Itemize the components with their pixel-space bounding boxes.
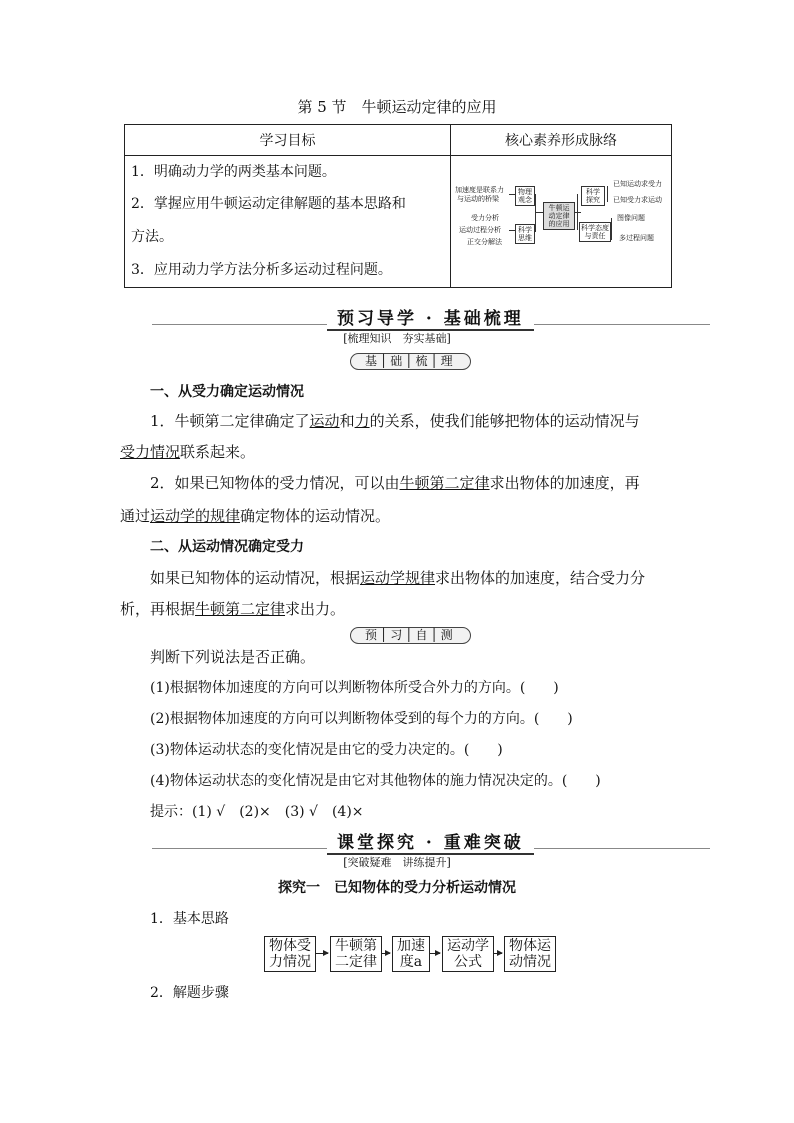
subsection-pill: 基│础│梳│理 bbox=[350, 353, 471, 370]
paragraph: 析，再根据牛顿第二定律求出力。 bbox=[120, 600, 346, 618]
judge-item: (2)根据物体加速度的方向可以判断物体受到的每个力的方向。( ) bbox=[150, 711, 573, 727]
map-connector bbox=[509, 194, 515, 195]
judge-item: (4)物体运动状态的变化情况是由它对其他物体的施力情况决定的。( ) bbox=[150, 773, 601, 789]
goals-list bbox=[125, 156, 451, 288]
paragraph: 通过运动学的规律确定物体的运动情况。 bbox=[120, 507, 391, 525]
goal-item: 2．掌握应用牛顿运动定律解题的基本思路和 bbox=[131, 196, 406, 212]
heading: 一、从受力确定运动情况 bbox=[150, 384, 304, 400]
map-connector bbox=[575, 212, 581, 213]
map-label: 运动过程分析 bbox=[459, 226, 501, 234]
paragraph: 2．如果已知物体的受力情况，可以由牛顿第二定律求出物体的加速度，再 bbox=[150, 474, 640, 492]
heading: 二、从运动情况确定受力 bbox=[150, 539, 304, 555]
flow-arrow bbox=[494, 953, 502, 954]
map-label: 已知受力求运动 bbox=[613, 196, 662, 204]
map-header: 核心素养形成脉络 bbox=[451, 125, 672, 156]
map-node: 科学态度 与责任 bbox=[581, 224, 609, 240]
goal-item: 3．应用动力学方法分析多运动过程问题。 bbox=[131, 262, 392, 278]
map-node: 物理 观念 bbox=[515, 186, 535, 206]
map-connector bbox=[607, 186, 608, 202]
subsection-pill: 预│习│自│测 bbox=[350, 627, 471, 644]
flow-arrow bbox=[316, 953, 328, 954]
hint: 提示：(1) √ (2)× (3) √ (4)× bbox=[150, 804, 364, 820]
page-title: 第 5 节 牛顿运动定律的应用 bbox=[297, 98, 497, 116]
map-connector bbox=[611, 218, 612, 240]
flow-box: 加速 度a bbox=[392, 936, 430, 972]
map-node: 科学 探究 bbox=[581, 186, 605, 206]
explore-title: 探究一 已知物体的受力分析运动情况 bbox=[278, 880, 516, 896]
map-label: 图像问题 bbox=[617, 214, 645, 222]
goal-item: 方法。 bbox=[131, 229, 173, 245]
section-banner: 课堂探究 · 重难突破 bbox=[327, 828, 534, 855]
flow-box: 物体受 力情况 bbox=[264, 936, 316, 972]
flow-box: 牛顿第 二定律 bbox=[330, 936, 382, 972]
flow-arrow bbox=[430, 953, 440, 954]
step-heading: 1．基本思路 bbox=[150, 911, 229, 927]
paragraph: 受力情况联系起来。 bbox=[120, 443, 256, 461]
paragraph: 1．牛顿第二定律确定了运动和力的关系，使我们能够把物体的运动情况与 bbox=[150, 412, 640, 430]
paragraph: 判断下列说法是否正确。 bbox=[150, 648, 316, 666]
flow-box: 物体运 动情况 bbox=[504, 936, 556, 972]
map-label: 加速度是联系力 bbox=[455, 186, 504, 194]
step-heading: 2．解题步骤 bbox=[150, 985, 229, 1001]
paragraph: 如果已知物体的运动情况，根据运动学规律求出物体的加速度，结合受力分 bbox=[150, 569, 646, 587]
goal-item: 1．明确动力学的两类基本问题。 bbox=[131, 164, 336, 180]
map-connector bbox=[535, 194, 536, 232]
section-subtitle: [突破疑难 讲练提升] bbox=[343, 856, 451, 869]
judge-item: (3)物体运动状态的变化情况是由它的受力决定的。( ) bbox=[150, 742, 503, 758]
flow-box: 运动学 公式 bbox=[442, 936, 494, 972]
goals-header: 学习目标 bbox=[125, 125, 451, 156]
map-center-node: 牛顿运 动定律 的应用 bbox=[543, 202, 575, 230]
section-banner: 预习导学 · 基础梳理 bbox=[327, 304, 534, 331]
map-node: 科学 思维 bbox=[515, 224, 535, 244]
goals-table bbox=[124, 124, 672, 288]
map-label: 受力分析 bbox=[471, 214, 499, 222]
map-connector bbox=[535, 212, 543, 213]
map-connector bbox=[577, 194, 578, 230]
map-label: 与运动的桥梁 bbox=[457, 195, 499, 203]
map-label: 多过程问题 bbox=[619, 234, 654, 242]
map-label: 正交分解法 bbox=[467, 238, 502, 246]
flow-arrow bbox=[382, 953, 390, 954]
map-connector bbox=[509, 230, 515, 231]
section-subtitle: [梳理知识 夯实基础] bbox=[343, 332, 451, 345]
concept-map bbox=[451, 156, 672, 288]
judge-item: (1)根据物体加速度的方向可以判断物体所受合外力的方向。( ) bbox=[150, 680, 559, 696]
map-label: 已知运动求受力 bbox=[613, 180, 662, 188]
